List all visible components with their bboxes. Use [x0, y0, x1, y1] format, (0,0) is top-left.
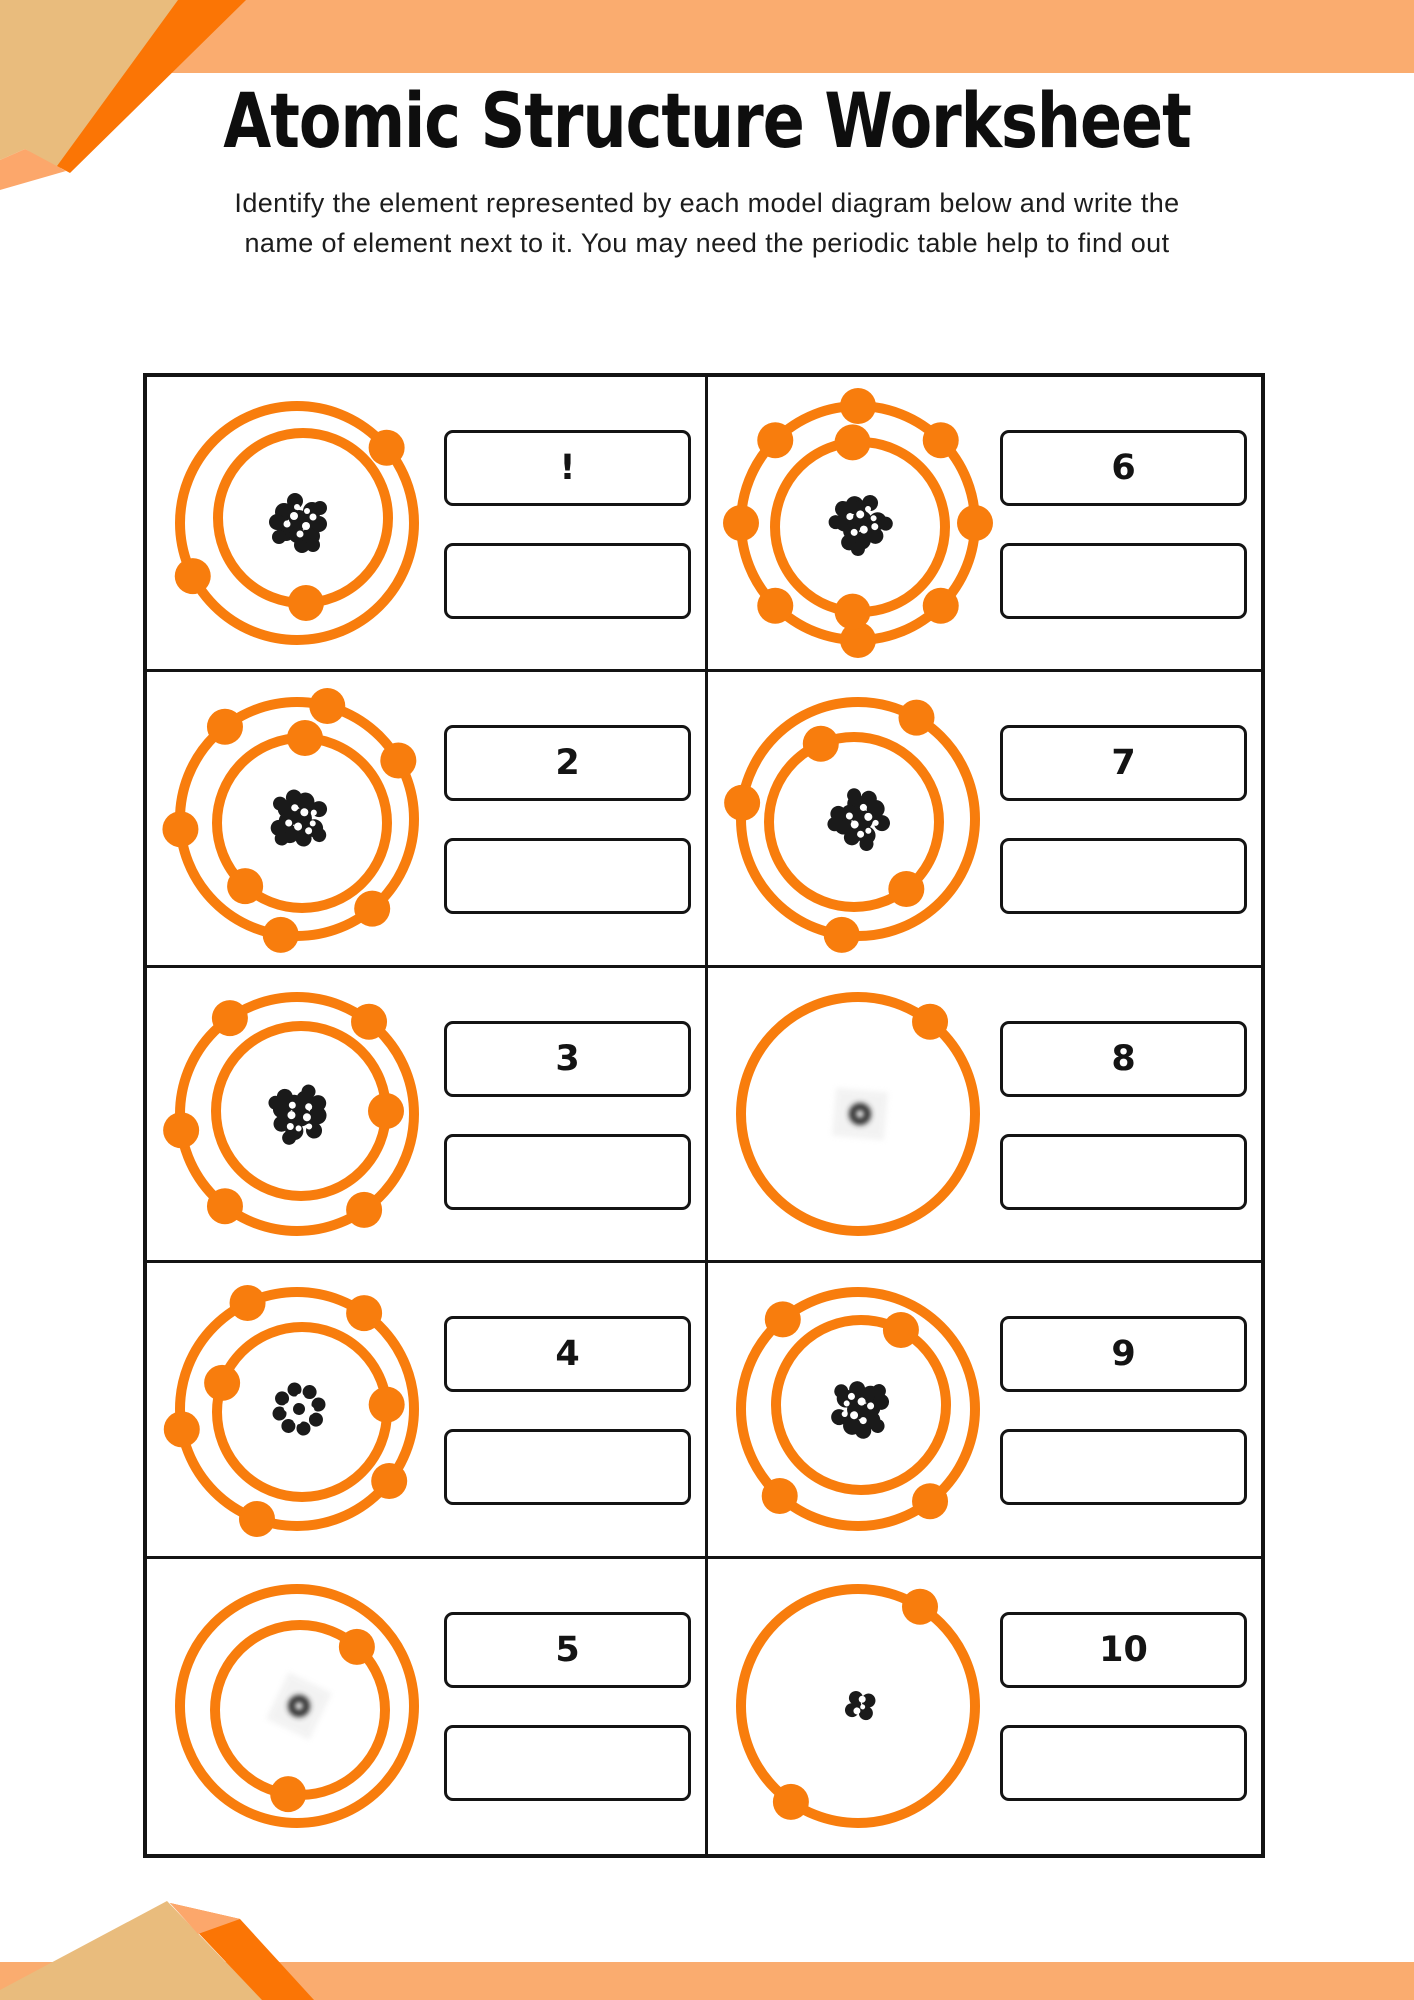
- number-label: 10: [1099, 1629, 1148, 1670]
- electron: [380, 742, 416, 778]
- electron: [263, 916, 299, 952]
- number-box: [1000, 1021, 1247, 1097]
- electron: [369, 1387, 405, 1423]
- atom-diagram: [157, 383, 437, 663]
- electron: [346, 1192, 382, 1228]
- instructions-line-2: name of element next to it. You may need the periodic table help to find out: [244, 228, 1170, 258]
- answer-box[interactable]: [444, 543, 691, 619]
- number-label: 7: [1111, 743, 1136, 784]
- atom-diagram: [157, 1269, 437, 1549]
- nucleus: [838, 1684, 882, 1727]
- electron: [212, 1000, 248, 1036]
- electron: [207, 708, 243, 744]
- answer-box[interactable]: [1000, 1134, 1247, 1210]
- cell-boxes: [1000, 725, 1247, 914]
- nucleus: [832, 1088, 888, 1140]
- electron: [762, 1478, 798, 1514]
- atom-diagram: [718, 383, 998, 663]
- worksheet-cell: [708, 1263, 1261, 1558]
- atom-diagram: [157, 679, 437, 959]
- worksheet-cell: [147, 1559, 708, 1854]
- cell-boxes: [1000, 430, 1247, 619]
- answer-box[interactable]: [1000, 838, 1247, 914]
- electron: [824, 916, 860, 952]
- instructions: [0, 183, 1414, 263]
- nucleus: [818, 481, 900, 564]
- electron: [923, 588, 959, 624]
- cell-boxes: [1000, 1021, 1247, 1210]
- nucleus: [262, 781, 336, 853]
- number-box: [1000, 430, 1247, 506]
- page-title: Atomic Structure Worksheet: [223, 76, 1191, 166]
- cell-boxes: [444, 430, 691, 619]
- cell-boxes: [444, 1021, 691, 1210]
- worksheet-cell: [708, 1559, 1261, 1854]
- number-label: 4: [555, 1334, 580, 1375]
- answer-box[interactable]: [1000, 1725, 1247, 1801]
- worksheet-cell: [147, 377, 708, 672]
- electron: [773, 1784, 809, 1820]
- electron: [957, 505, 993, 541]
- number-box: [444, 725, 691, 801]
- atom-diagram: [718, 974, 998, 1254]
- atom-diagram: [718, 1566, 998, 1846]
- electron: [309, 688, 345, 724]
- cell-boxes: [444, 725, 691, 914]
- electron: [883, 1312, 919, 1348]
- electron: [371, 1463, 407, 1499]
- number-box: [444, 1316, 691, 1392]
- number-label: 6: [1111, 448, 1136, 488]
- electron: [239, 1501, 275, 1537]
- electron: [835, 425, 871, 461]
- electron: [724, 784, 760, 820]
- atom-diagram: [157, 1566, 437, 1846]
- electron: [163, 1112, 199, 1148]
- number-label: 8: [1111, 1038, 1136, 1079]
- electron: [757, 588, 793, 624]
- electron: [888, 871, 924, 907]
- electron: [368, 1093, 404, 1129]
- electron: [723, 505, 759, 541]
- number-label: 9: [1111, 1334, 1136, 1375]
- electron: [902, 1589, 938, 1625]
- number-label: 3: [555, 1038, 580, 1079]
- electron: [270, 1776, 306, 1812]
- electron: [369, 430, 405, 466]
- answer-box[interactable]: [1000, 543, 1247, 619]
- nucleus: [261, 1372, 336, 1447]
- electron: [899, 699, 935, 735]
- number-box: [444, 1021, 691, 1097]
- number-label: !: [559, 448, 576, 488]
- electron: [287, 720, 323, 756]
- worksheet-cell: [147, 968, 708, 1263]
- worksheet-cell: [708, 377, 1261, 672]
- electron: [803, 725, 839, 761]
- bottom-left-corner-decoration: [0, 1870, 420, 2000]
- worksheet-cell: [147, 1263, 708, 1558]
- electron: [346, 1296, 382, 1332]
- number-label: 5: [555, 1629, 580, 1670]
- answer-box[interactable]: [444, 1429, 691, 1505]
- electron: [351, 1004, 387, 1040]
- number-box: [1000, 1316, 1247, 1392]
- nucleus: [822, 780, 899, 856]
- worksheet-cell: [708, 672, 1261, 967]
- number-box: [444, 430, 691, 506]
- electron: [923, 422, 959, 458]
- nucleus: [269, 493, 327, 553]
- electron: [339, 1629, 375, 1665]
- electron: [288, 585, 324, 621]
- nucleus: [825, 1376, 895, 1444]
- worksheet-cell: [147, 672, 708, 967]
- electron: [230, 1285, 266, 1321]
- electron: [162, 811, 198, 847]
- answer-box[interactable]: [444, 1725, 691, 1801]
- answer-box[interactable]: [1000, 1429, 1247, 1505]
- electron: [835, 594, 871, 630]
- nucleus: [266, 1672, 332, 1740]
- electron: [207, 1188, 243, 1224]
- electron: [765, 1302, 801, 1338]
- electron: [840, 388, 876, 424]
- answer-box[interactable]: [444, 1134, 691, 1210]
- number-box: [1000, 1612, 1247, 1688]
- number-label: 2: [555, 743, 580, 784]
- atom-diagram: [157, 974, 437, 1254]
- electron: [757, 422, 793, 458]
- electron: [204, 1365, 240, 1401]
- cell-boxes: [1000, 1316, 1247, 1505]
- nucleus: [259, 1073, 340, 1155]
- worksheet-cell: [708, 968, 1261, 1263]
- electron: [354, 890, 390, 926]
- electron: [912, 1484, 948, 1520]
- cell-boxes: [444, 1316, 691, 1505]
- electron: [175, 558, 211, 594]
- instructions-line-1: Identify the element represented by each model diagram below and write the: [234, 188, 1180, 218]
- electron: [164, 1412, 200, 1448]
- number-box: [1000, 725, 1247, 801]
- cell-boxes: [444, 1612, 691, 1801]
- answer-box[interactable]: [444, 838, 691, 914]
- number-box: [444, 1612, 691, 1688]
- electron: [227, 868, 263, 904]
- cell-boxes: [1000, 1612, 1247, 1801]
- atom-diagram: [718, 1269, 998, 1549]
- atom-diagram: [718, 679, 998, 959]
- worksheet-grid: [143, 373, 1265, 1858]
- electron: [912, 1004, 948, 1040]
